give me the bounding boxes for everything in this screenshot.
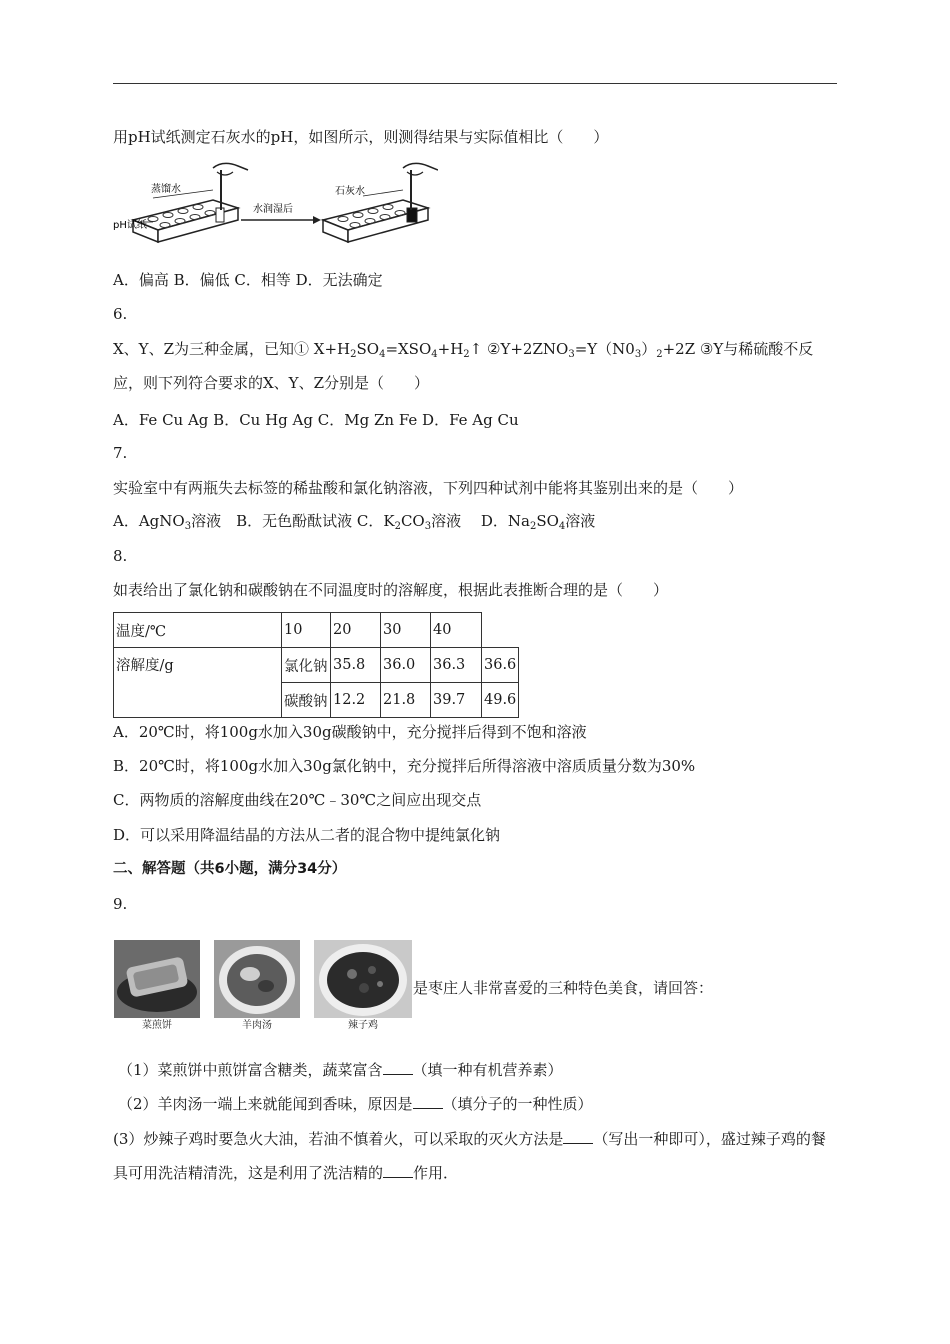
row-label-nacl: 氯化钠	[282, 648, 331, 683]
q8-option-b: B．20℃时，将100g水加入30g氯化钠中，充分搅拌后所得溶液中溶质质量分数为30%	[113, 757, 696, 775]
caption-spicy-chicken: 辣子鸡	[348, 1020, 378, 1031]
q6-stem: X、Y、Z为三种金属，已知① $X+H_2SO_4=XSO_4+H_2↑$ $②Y+2ZNO_3=Y(N0_3)_2+2Z$ ③Y与稀硫酸不反应，则下列符合要求的X、Y、Z分别是（ ）	[113, 340, 814, 392]
q7-number: 7.	[113, 444, 128, 462]
q9-part2: （2）羊肉汤一端上来就能闻到香味，原因是 （填分子的一种性质）	[118, 1095, 593, 1113]
value-cell: 39.7	[431, 683, 482, 718]
header-temperature: 温度/℃	[114, 613, 282, 648]
label-limewater: 石灰水	[335, 186, 365, 197]
q5-stem: 用pH试纸测定石灰水的pH，如图所示，则测得结果与实际值相比（ ）	[113, 128, 609, 146]
q8-stem: 如表给出了氯化钠和碳酸钠在不同温度时的溶解度，根据此表推断合理的是（ ）	[113, 581, 669, 599]
q5-options: A．偏高 B．偏低 C．相等 D．无法确定	[113, 271, 383, 289]
label-water: 蒸馏水	[151, 184, 181, 195]
q8-option-c: C．两物质的溶解度曲线在20℃﹣30℃之间应出现交点	[113, 791, 482, 809]
q9-intro: 是枣庄人非常喜爱的三种特色美食，请回答：	[413, 979, 714, 997]
header-rule	[113, 83, 837, 84]
value-cell: 21.8	[381, 683, 431, 718]
header-solubility: 溶解度/g	[114, 648, 282, 718]
q9-part1: （1）菜煎饼中煎饼富含糖类，蔬菜富含 （填一种有机营养素）	[118, 1061, 563, 1079]
q9-part3: (3）炒辣子鸡时要急火大油，若油不慎着火，可以采取的灭火方法是 （写出一种即可），盛过辣子鸡的餐具可用洗洁精清洗，这是利用了洗洁精的 作用．	[113, 1130, 826, 1182]
spicy-chicken-image	[314, 940, 412, 1018]
q7-options: A．AgNO$_3$溶液 B．无色酚酞试液 C．$K_2CO_3$溶液 D．$Na_2SO_4$溶液	[113, 512, 596, 532]
value-cell: 36.6	[482, 648, 519, 683]
label-ph-paper: pH试纸	[113, 220, 147, 231]
q9-number: 9.	[113, 895, 128, 913]
caption-pancake: 菜煎饼	[142, 1020, 172, 1031]
solubility-table	[113, 612, 519, 718]
photo-pancake	[113, 939, 201, 1033]
value-cell: 12.2	[331, 683, 381, 718]
caption-mutton-soup: 羊肉汤	[242, 1020, 272, 1031]
value-cell: 49.6	[482, 683, 519, 718]
answer-blank[interactable]	[383, 1163, 413, 1178]
temp-cell: 20	[331, 613, 381, 648]
q6-number: 6.	[113, 305, 128, 323]
label-after-wetting: 水润湿后	[253, 204, 293, 215]
temp-cell: 30	[381, 613, 431, 648]
q8-number: 8.	[113, 547, 128, 565]
value-cell: 35.8	[331, 648, 381, 683]
q7-stem: 实验室中有两瓶失去标签的稀盐酸和氯化钠溶液，下列四种试剂中能将其鉴别出来的是（ ）	[113, 479, 744, 497]
temp-cell: 10	[282, 613, 331, 648]
q8-option-d: D．可以采用降温结晶的方法从二者的混合物中提纯氯化钠	[113, 826, 501, 844]
value-cell: 36.0	[381, 648, 431, 683]
photo-mutton-soup	[213, 939, 301, 1033]
photo-spicy-chicken	[313, 939, 413, 1033]
temp-cell: 40	[431, 613, 482, 648]
pancake-image	[114, 940, 200, 1018]
mutton-soup-image	[214, 940, 300, 1018]
answer-blank[interactable]	[383, 1060, 413, 1075]
value-cell: 36.3	[431, 648, 482, 683]
answer-blank[interactable]	[563, 1129, 593, 1144]
row-label-na2co3: 碳酸钠	[282, 683, 331, 718]
ph-test-figure	[113, 160, 438, 260]
answer-blank[interactable]	[413, 1094, 443, 1109]
q8-option-a: A．20℃时，将100g水加入30g碳酸钠中，充分搅拌后得到不饱和溶液	[113, 723, 587, 741]
section-title: 二、解答题（共6小题，满分34分）	[113, 861, 347, 877]
q6-options: A．Fe Cu Ag B．Cu Hg Ag C．Mg Zn Fe D．Fe Ag Cu	[113, 411, 519, 429]
